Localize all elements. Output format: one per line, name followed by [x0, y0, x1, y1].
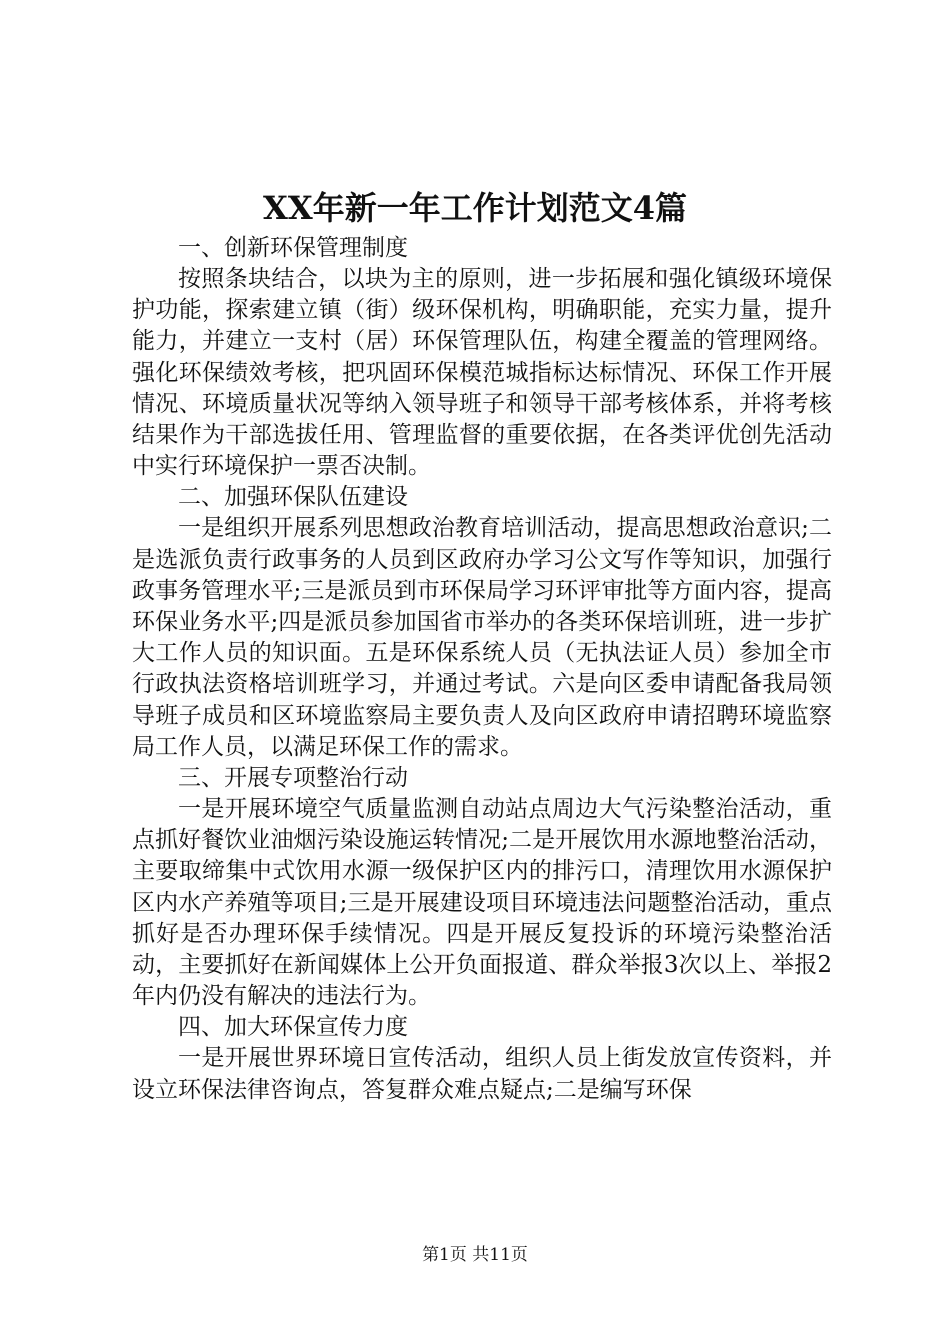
section-paragraph: 一是开展环境空气质量监测自动站点周边大气污染整治活动，重点抓好餐饮业油烟污染设施运转情况;二是开展饮用水源地整治活动，主要取缔集中式饮用水源一级保护区内的排污口，清理饮用水源保护区内水产养殖等项目;三是开展建设项目环境违法问题整治活动，重点抓好是否办理环保手续情况。四是开展反复投诉的环境污染整治活动，主要抓好在新闻媒体上公开负面报道、群众举报3次以上、举报2年内仍没有解决的违法行为。 — [132, 796, 832, 1010]
section-heading: 一、创新环保管理制度 — [178, 235, 408, 261]
section-3 — [132, 763, 832, 1012]
section-heading: 二、加强环保队伍建设 — [178, 484, 408, 511]
document-title: XX年新一年工作计划范文4篇 — [263, 189, 687, 227]
section-4 — [132, 1012, 832, 1105]
section-paragraph: 一是组织开展系列思想政治教育培训活动，提高思想政治意识;二是选派负责行政事务的人员到区政府办学习公文写作等知识，加强行政事务管理水平;三是派员到市环保局学习环评审批等方面内容，提高环保业务水平;四是派员参加国省市举办的各类环保培训班，进一步扩大工作人员的知识面。五是环保系统人员（无执法证人员）参加全市行政执法资格培训班学习，并通过考试。六是向区委申请配备我局领导班子成员和区环境监察局主要负责人及向区政府申请招聘环境监察局工作人员，以满足环保工作的需求。 — [132, 515, 832, 760]
section-1 — [132, 233, 832, 482]
section-paragraph: 按照条块结合，以块为主的原则，进一步拓展和强化镇级环境保护功能，探索建立镇（街）级环保机构，明确职能，充实力量，提升能力，并建立一支村（居）环保管理队伍，构建全覆盖的管理网络。强化环保绩效考核，把巩固环保模范城指标达标情况、环保工作开展情况、环境质量状况等纳入领导班子和领导干部考核体系，并将考核结果作为干部选拔任用、管理监督的重要依据，在各类评优创先活动中实行环境保护一票否决制。 — [132, 266, 832, 480]
section-heading: 四、加大环保宣传力度 — [178, 1014, 408, 1041]
document-body — [132, 233, 832, 1106]
section-paragraph: 一是开展世界环境日宣传活动，组织人员上街发放宣传资料，并设立环保法律咨询点，答复群众难点疑点;二是编写环保 — [132, 1045, 832, 1103]
section-2 — [132, 482, 832, 763]
page-number-footer: 第1页 共11页 — [422, 1245, 528, 1265]
section-heading: 三、开展专项整治行动 — [178, 765, 408, 792]
